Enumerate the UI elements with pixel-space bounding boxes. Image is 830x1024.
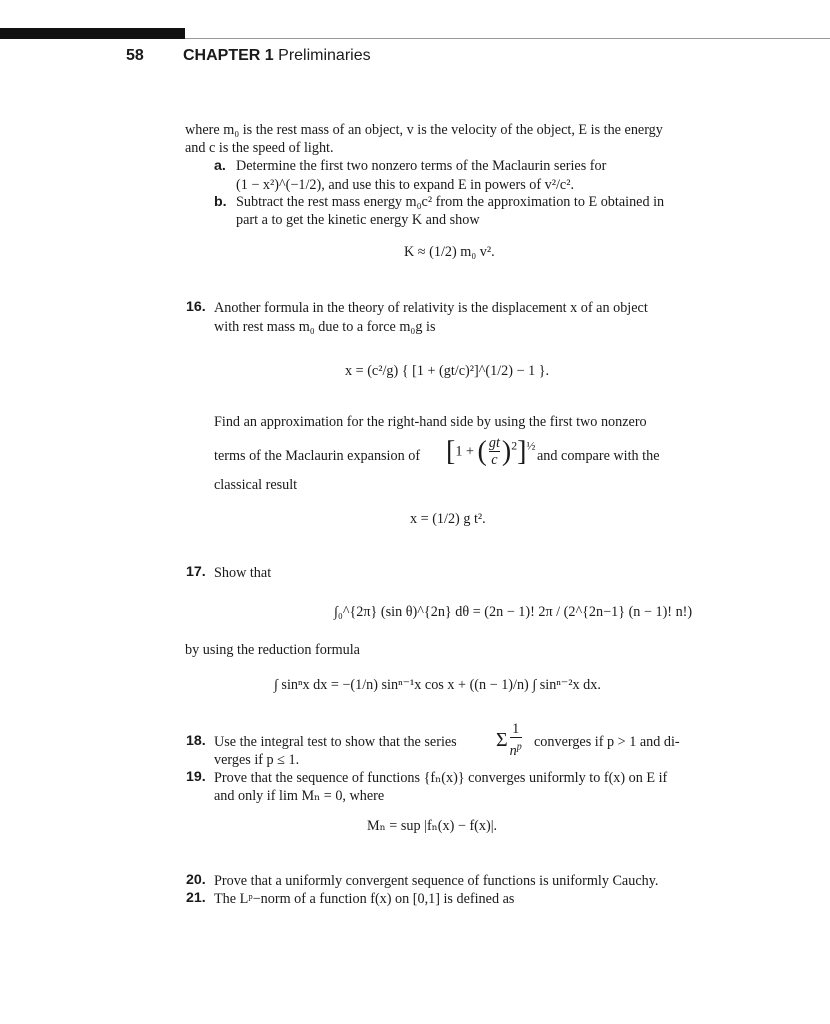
header-rule bbox=[185, 38, 830, 39]
header-bar bbox=[0, 28, 185, 39]
problem-16-line-3: Find an approximation for the right-hand side by using the first two nonzero bbox=[214, 414, 647, 430]
sup-norm-equation: Mₙ = sup |fₙ(x) − f(x)|. bbox=[367, 818, 498, 834]
part-a-line-2: (1 − x²)^(−1/2), and use this to expand E in powers of v²/c². bbox=[236, 177, 575, 193]
problem-18-line-2: verges if p ≤ 1. bbox=[214, 752, 300, 768]
problem-17-number: 17. bbox=[186, 564, 206, 580]
reduction-formula-equation: ∫ sinⁿx dx = −(1/n) sinⁿ⁻¹x cos x + ((n − 1)/n) ∫ sinⁿ⁻²x dx. bbox=[274, 677, 601, 693]
part-b-line-1: Subtract the rest mass energy m₀c² from the approximation to E obtained in bbox=[236, 194, 665, 210]
intro-line-2: and c is the speed of light. bbox=[185, 140, 334, 156]
problem-19-line-2: and only if lim Mₙ = 0, where bbox=[214, 788, 385, 804]
problem-16-line-4a: terms of the Maclaurin expansion of bbox=[214, 448, 421, 464]
problem-16-number: 16. bbox=[186, 299, 206, 315]
classical-result-equation: x = (1/2) g t². bbox=[410, 511, 486, 527]
problem-18-line-1a: Use the integral test to show that the series bbox=[214, 734, 457, 750]
problem-19-line-1: Prove that the sequence of functions {fₙ(x)} converges uniformly to f(x) on E if bbox=[214, 770, 668, 786]
part-b-label: b. bbox=[214, 194, 227, 210]
p-series-expression: Σ $\frac{1}{n^p}$ bbox=[496, 721, 522, 759]
problem-19-number: 19. bbox=[186, 769, 206, 785]
intro-line-1: where m₀ is the rest mass of an object, v is the velocity of the object, E is the energy bbox=[185, 122, 663, 138]
problem-20-line-1: Prove that a uniformly convergent sequence of functions is uniformly Cauchy. bbox=[214, 873, 659, 889]
chapter-label: CHAPTER 1 bbox=[183, 47, 274, 64]
kinetic-energy-equation: K ≈ (1/2) m₀ v². bbox=[404, 244, 495, 260]
page-number: 58 bbox=[126, 47, 144, 64]
displacement-equation: x = (c²/g) { [1 + (gt/c)²]^(1/2) − 1 }. bbox=[345, 363, 550, 379]
part-a-line-1: Determine the first two nonzero terms of the Maclaurin series for bbox=[236, 158, 607, 174]
part-b-line-2: part a to get the kinetic energy K and show bbox=[236, 212, 480, 228]
problem-18-number: 18. bbox=[186, 733, 206, 749]
problem-21-number: 21. bbox=[186, 890, 206, 906]
problem-20-number: 20. bbox=[186, 872, 206, 888]
problem-16-line-4b: and compare with the bbox=[537, 448, 660, 464]
part-a-label: a. bbox=[214, 158, 226, 174]
chapter-title: Preliminaries bbox=[278, 47, 371, 64]
maclaurin-expression: [1 + ( $\frac{gt}{c}$ )$^2$]$^{\frac{1}{2}}$ bbox=[446, 435, 536, 468]
problem-16-line-2: with rest mass m₀ due to a force m₀g is bbox=[214, 319, 436, 335]
problem-21-line-1: The Lᵖ−norm of a function f(x) on [0,1] is defined as bbox=[214, 891, 515, 907]
problem-17-line-1: Show that bbox=[214, 565, 272, 581]
problem-18-line-1b: converges if p > 1 and di- bbox=[534, 734, 680, 750]
problem-16-line-1: Another formula in the theory of relativity is the displacement x of an object bbox=[214, 300, 648, 316]
chapter-heading bbox=[183, 47, 371, 65]
problem-16-line-5: classical result bbox=[214, 477, 298, 493]
integral-identity-equation: ∫₀^{2π} (sin θ)^{2n} dθ = (2n − 1)! 2π / (2^{2n−1} (n − 1)! n!) bbox=[334, 604, 693, 620]
problem-17-line-2: by using the reduction formula bbox=[185, 642, 360, 658]
